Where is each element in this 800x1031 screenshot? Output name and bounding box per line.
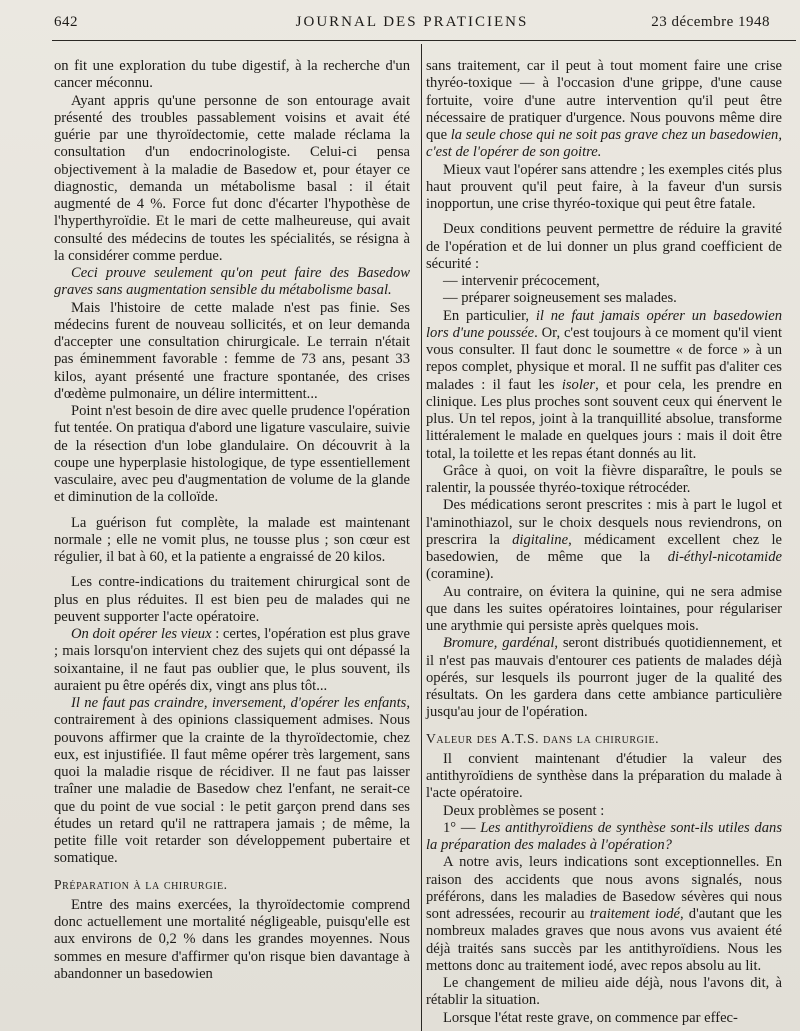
paragraph	[426, 854, 782, 975]
text-run: Le changement de milieu aide déjà, nous l'avons dit, à rétablir la situation.	[426, 975, 782, 1009]
italic-text: Les antithyroïdiens de synthèse sont-ils utiles dans la préparation des malades à l'opération?	[426, 819, 782, 853]
paragraph	[54, 574, 410, 626]
paragraph	[54, 58, 410, 93]
italic-text: digitaline	[512, 531, 569, 548]
italic-text: isoler	[561, 376, 596, 393]
paragraph	[426, 635, 782, 721]
paragraph	[54, 626, 410, 695]
paragraph	[426, 58, 782, 162]
page-header	[54, 14, 770, 36]
paragraph	[426, 820, 782, 855]
text-run: Il convient maintenant d'étudier la valeur des antithyroïdiens de synthèse dans la préparation du malade à l'acte opératoire.	[426, 750, 782, 802]
paragraph	[426, 290, 782, 307]
paragraph	[54, 897, 410, 983]
text-run: , et pour cela, les prendre en clinique. Les plus proches sont souvent ceux qui énervent le plus. Un tel repos, joint à la tranquillité absolue, transforme littéralement le malade en quelques jours : mais il doit être total, la toilette et les repas étant donnés au lit.	[426, 376, 782, 462]
text-run: Les contre-indications du traitement chirurgical sont de plus en plus réduites. Il est bien peu de malades qui ne peuvent supporter l'acte opératoire.	[54, 574, 410, 625]
text-run: Des médications seront prescrites : mis à part le lugol et l'aminothiazol, sur le choix desquels nous reviendrons, on prescrira la	[426, 497, 782, 548]
issue-date: 23 décembre 1948	[651, 14, 770, 30]
paragraph	[426, 751, 782, 803]
text-run: Deux problèmes se posent :	[443, 802, 605, 819]
page-number: 642	[54, 14, 78, 30]
text-run: Au contraire, on évitera la quinine, qui ne sera admise que dans les suites opératoires lointaines, pour régulariser une arythmie qui persiste après quelques mois.	[426, 583, 782, 634]
paragraph	[54, 93, 410, 266]
text-run: — intervenir précocement,	[443, 273, 600, 289]
column-divider	[421, 44, 422, 1031]
text-run: . Or, c'est toujours à ce moment qu'il vient vous consulter. Il faut donc le soumettre « de force » à un repos complet, physique et moral. Il ne suffit pas d'aliter ces malades : il faut les	[426, 324, 783, 393]
paragraph	[54, 265, 410, 300]
text-run: , contrairement à des opinions classiquement admises. Nous pouvons affirmer que la crainte de la thyroïdectomie, chez eux, est injustifiée. Il faut même opérer très largement, sans quoi la maladie risque de récidiver. Il ne faut pas laisser traîner une maladie de Basedow chez l'enfant, ne serait-ce que du point de vue social : le petit garçon prend dans ses études un retard qu'il ne rattrapera jamais ; de même, la petite fille voit retarder son développement pubertaire et somatique.	[54, 695, 410, 867]
paragraph	[426, 584, 782, 636]
paragraph	[426, 975, 782, 1010]
text-run: Ayant appris qu'une personne de son entourage avait présenté des troubles passablement voisins et avait été guérie par une thyroïdectomie, cette malade réclama la consultation d'un endocrinologiste. Celui-ci pensa objectivement à la maladie de Basedow et, pour étayer ce diagnostic, demanda un métabolisme basal : il était augmenté de 4 %. Force fut donc d'écarter l'hypothèse de l'hyperthyroïdie. Et le mari de cette malheureuse, qui avait consulté des médecins de toutes les spécialités, se résigna à la considérer comme perdue.	[54, 92, 410, 264]
paragraph	[426, 162, 782, 214]
text-run: — préparer soigneusement ses malades.	[443, 290, 677, 307]
italic-text: Il ne faut pas craindre, inversement, d'opérer les enfants	[71, 695, 407, 711]
italic-text: Ceci prouve seulement qu'on peut faire des Basedow graves sans augmentation sensible du métabolisme basal.	[54, 265, 410, 299]
text-run: , d'autant que les nombreux malades graves que nous avons vus avaient été déjà traités sans succès par les antithyroïdiens. Nous les mettons donc au traitement iodé, avec repos absolu au lit.	[426, 906, 782, 974]
text-run: (coramine).	[426, 566, 494, 583]
text-run: Lorsque l'état reste grave, on commence par effec-	[443, 1009, 738, 1026]
text-run: Deux conditions peuvent permettre de réduire la gravité de l'opération et de lui donner un plus grand coefficient de sécurité :	[426, 221, 782, 272]
text-run: La guérison fut complète, la malade est maintenant normale ; elle ne vomit plus, ne tousse plus ; son cœur est régulier, il bat à 60, et la patiente a engraissé de 20 kilos.	[54, 514, 410, 565]
paragraph	[426, 273, 782, 290]
text-run: , seront distribués quotidiennement, et il n'est pas mauvais d'entourer ces patients de malades déjà opérés, sur lesquels ils pourront juger de la qualité des résultats. On les gardera dans cette ambiance particulière jusqu'au jour de l'opération.	[426, 635, 782, 721]
italic-text: Bromure, gardénal	[443, 635, 555, 652]
paragraph	[54, 695, 410, 868]
text-run: Point n'est besoin de dire avec quelle prudence l'opération fut tentée. On pratiqua d'abord une ligature vasculaire, suivie de la résection d'un lobe glandulaire. On découvrit à la coupe une hyperplasie histologique, de type essentiellement vasculaire, avec peu d'augmentation de volume de la glande et diminution de la colloïde.	[54, 403, 410, 506]
paragraph	[426, 497, 782, 583]
text-run: Mieux vaut l'opérer sans attendre ; les exemples cités plus haut prouvent qu'il peut faire, à la faveur d'un sursis inopportun, une crise thyréo-toxique qui peut être fatale.	[426, 161, 782, 212]
journal-title: JOURNAL DES PRATICIENS	[295, 14, 529, 30]
right-column	[426, 58, 782, 1027]
text-run: on fit une exploration du tube digestif, à la recherche d'un cancer méconnu.	[54, 58, 410, 92]
italic-text: traitement iodé	[589, 906, 680, 922]
paragraph	[426, 803, 782, 820]
text-run: 1° —	[443, 819, 481, 836]
italic-text: la seule chose qui ne soit pas grave chez un basedowien, c'est de l'opérer de son goitre.	[426, 127, 782, 161]
text-run: En particulier,	[443, 307, 536, 324]
text-run: : certes, l'opération est plus grave ; mais lorsqu'on intervient chez des sujets qui ont dépassé la soixantaine, il ne faut pas oublier que, le plus souvent, ils auraient pu être opérés dix, vingt ans plus tôt...	[54, 626, 410, 694]
paragraph	[54, 300, 410, 404]
header-rule	[52, 40, 796, 41]
text-run: Grâce à quoi, on voit la fièvre disparaître, le pouls se ralentir, la poussée thyréo-toxique rétrocéder.	[426, 462, 782, 496]
paragraph	[426, 1010, 782, 1027]
italic-text: il ne faut jamais opérer un basedowien lors d'une poussée	[426, 307, 782, 341]
section-heading: Préparation à la chirurgie.	[54, 876, 228, 892]
left-column	[54, 58, 410, 983]
text-run: sans traitement, car il peut à tout moment faire une crise thyréo-toxique — à l'occasion d'une grippe, d'une cause fortuite, voire d'une autre intervention qu'il peut être nécessaire de pratiquer d'urgence. Nous pouvons même dire que	[426, 58, 782, 143]
text-run: Entre des mains exercées, la thyroïdectomie comprend donc actuellement une mortalité négligeable, puisqu'elle est aux environs de 0,2 % dans les grandes moyennes. Nous sommes en mesure d'affirmer qu'on risque bien davantage à abandonner un basedowien	[54, 896, 410, 982]
italic-text: di-éthyl-nicotamide	[667, 549, 782, 565]
italic-text: On doit opérer les vieux	[71, 626, 212, 642]
text-run: A notre avis, leurs indications sont exceptionnelles. En raison des accidents que nous avons signalés, nous préférons, dans les maladies de Basedow sévères qui nous sont adressées, recourir au	[426, 854, 782, 922]
paragraph	[54, 403, 410, 507]
text-run: , médicament excellent chez le basedowien, de même que la	[426, 531, 782, 565]
paragraph	[426, 221, 782, 273]
paragraph	[426, 308, 782, 463]
paragraph	[54, 515, 410, 567]
paragraph	[426, 463, 782, 498]
section-heading: Valeur des A.T.S. dans la chirurgie.	[426, 730, 660, 746]
text-run: Mais l'histoire de cette malade n'est pas finie. Ses médecins furent de nouveau sollicités, et on leur demanda d'accepter une consultation chirurgicale. Le terrain n'était pas éminemment favorable : femme de 73 ans, pesant 33 kilos, ayant présenté une fracture spontanée, des crises d'œdème pulmonaire, un délire intermittent...	[54, 299, 410, 402]
